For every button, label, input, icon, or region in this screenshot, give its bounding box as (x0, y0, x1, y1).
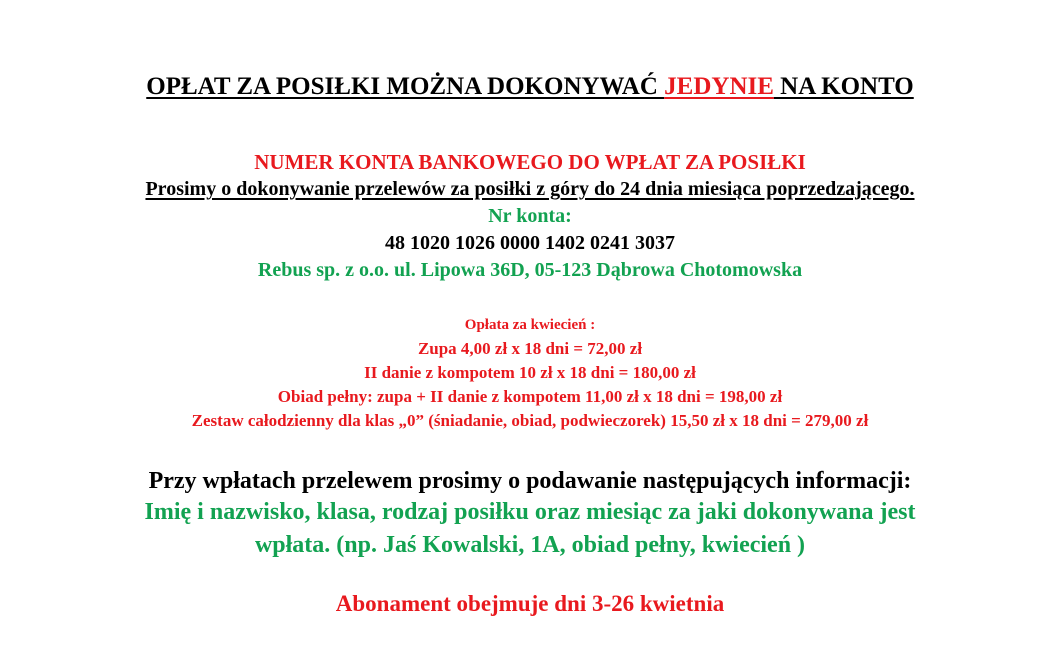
fee-item-second-course: II danie z kompotem 10 zł x 18 dni = 180,00 zł (364, 363, 696, 382)
title-text-after: NA KONTO (773, 73, 914, 100)
transfer-info-heading: Przy wpłatach przelewem prosimy o podawanie następujących informacji: (148, 468, 912, 494)
deadline-note (0, 179, 1060, 199)
account-number: 48 1020 1026 0000 1402 0241 3037 (385, 232, 675, 254)
subscription-period: Abonament obejmuje dni 3-26 kwietnia (335, 591, 725, 616)
transfer-info-line-1: Imię i nazwisko, klasa, rodzaj posiłku oraz miesiąc za jaki dokonywana jest (144, 499, 916, 525)
page-title (0, 74, 1060, 99)
fee-item-soup: Zupa 4,00 zł x 18 dni = 72,00 zł (417, 339, 643, 358)
fee-item-all-day-set: Zestaw całodzienny dla klas „0” (śniadanie, obiad, podwieczorek) 15,50 zł x 18 dni = 279,00 zł (191, 411, 869, 430)
account-heading: NUMER KONTA BANKOWEGO DO WPŁAT ZA POSIŁKI (254, 150, 806, 174)
title-highlight: JEDYNIE (664, 73, 774, 100)
fee-item-full-dinner: Obiad pełny: zupa + II danie z kompotem 11,00 zł x 18 dni = 198,00 zł (277, 387, 783, 406)
deadline-note-text: Prosimy o dokonywanie przelewów za posiłki z góry do 24 dnia miesiąca poprzedzającego. (145, 178, 915, 200)
company-address: Rebus sp. z o.o. ul. Lipowa 36D, 05-123 Dąbrowa Chotomowska (257, 259, 803, 281)
transfer-info-line-2: wpłata. (np. Jaś Kowalski, 1A, obiad pełny, kwiecień ) (254, 532, 806, 558)
fee-heading: Opłata za kwiecień : (464, 317, 596, 333)
account-number-label: Nr konta: (488, 205, 572, 227)
title-text-before: OPŁAT ZA POSIŁKI MOŻNA DOKONYWAĆ (146, 73, 665, 100)
